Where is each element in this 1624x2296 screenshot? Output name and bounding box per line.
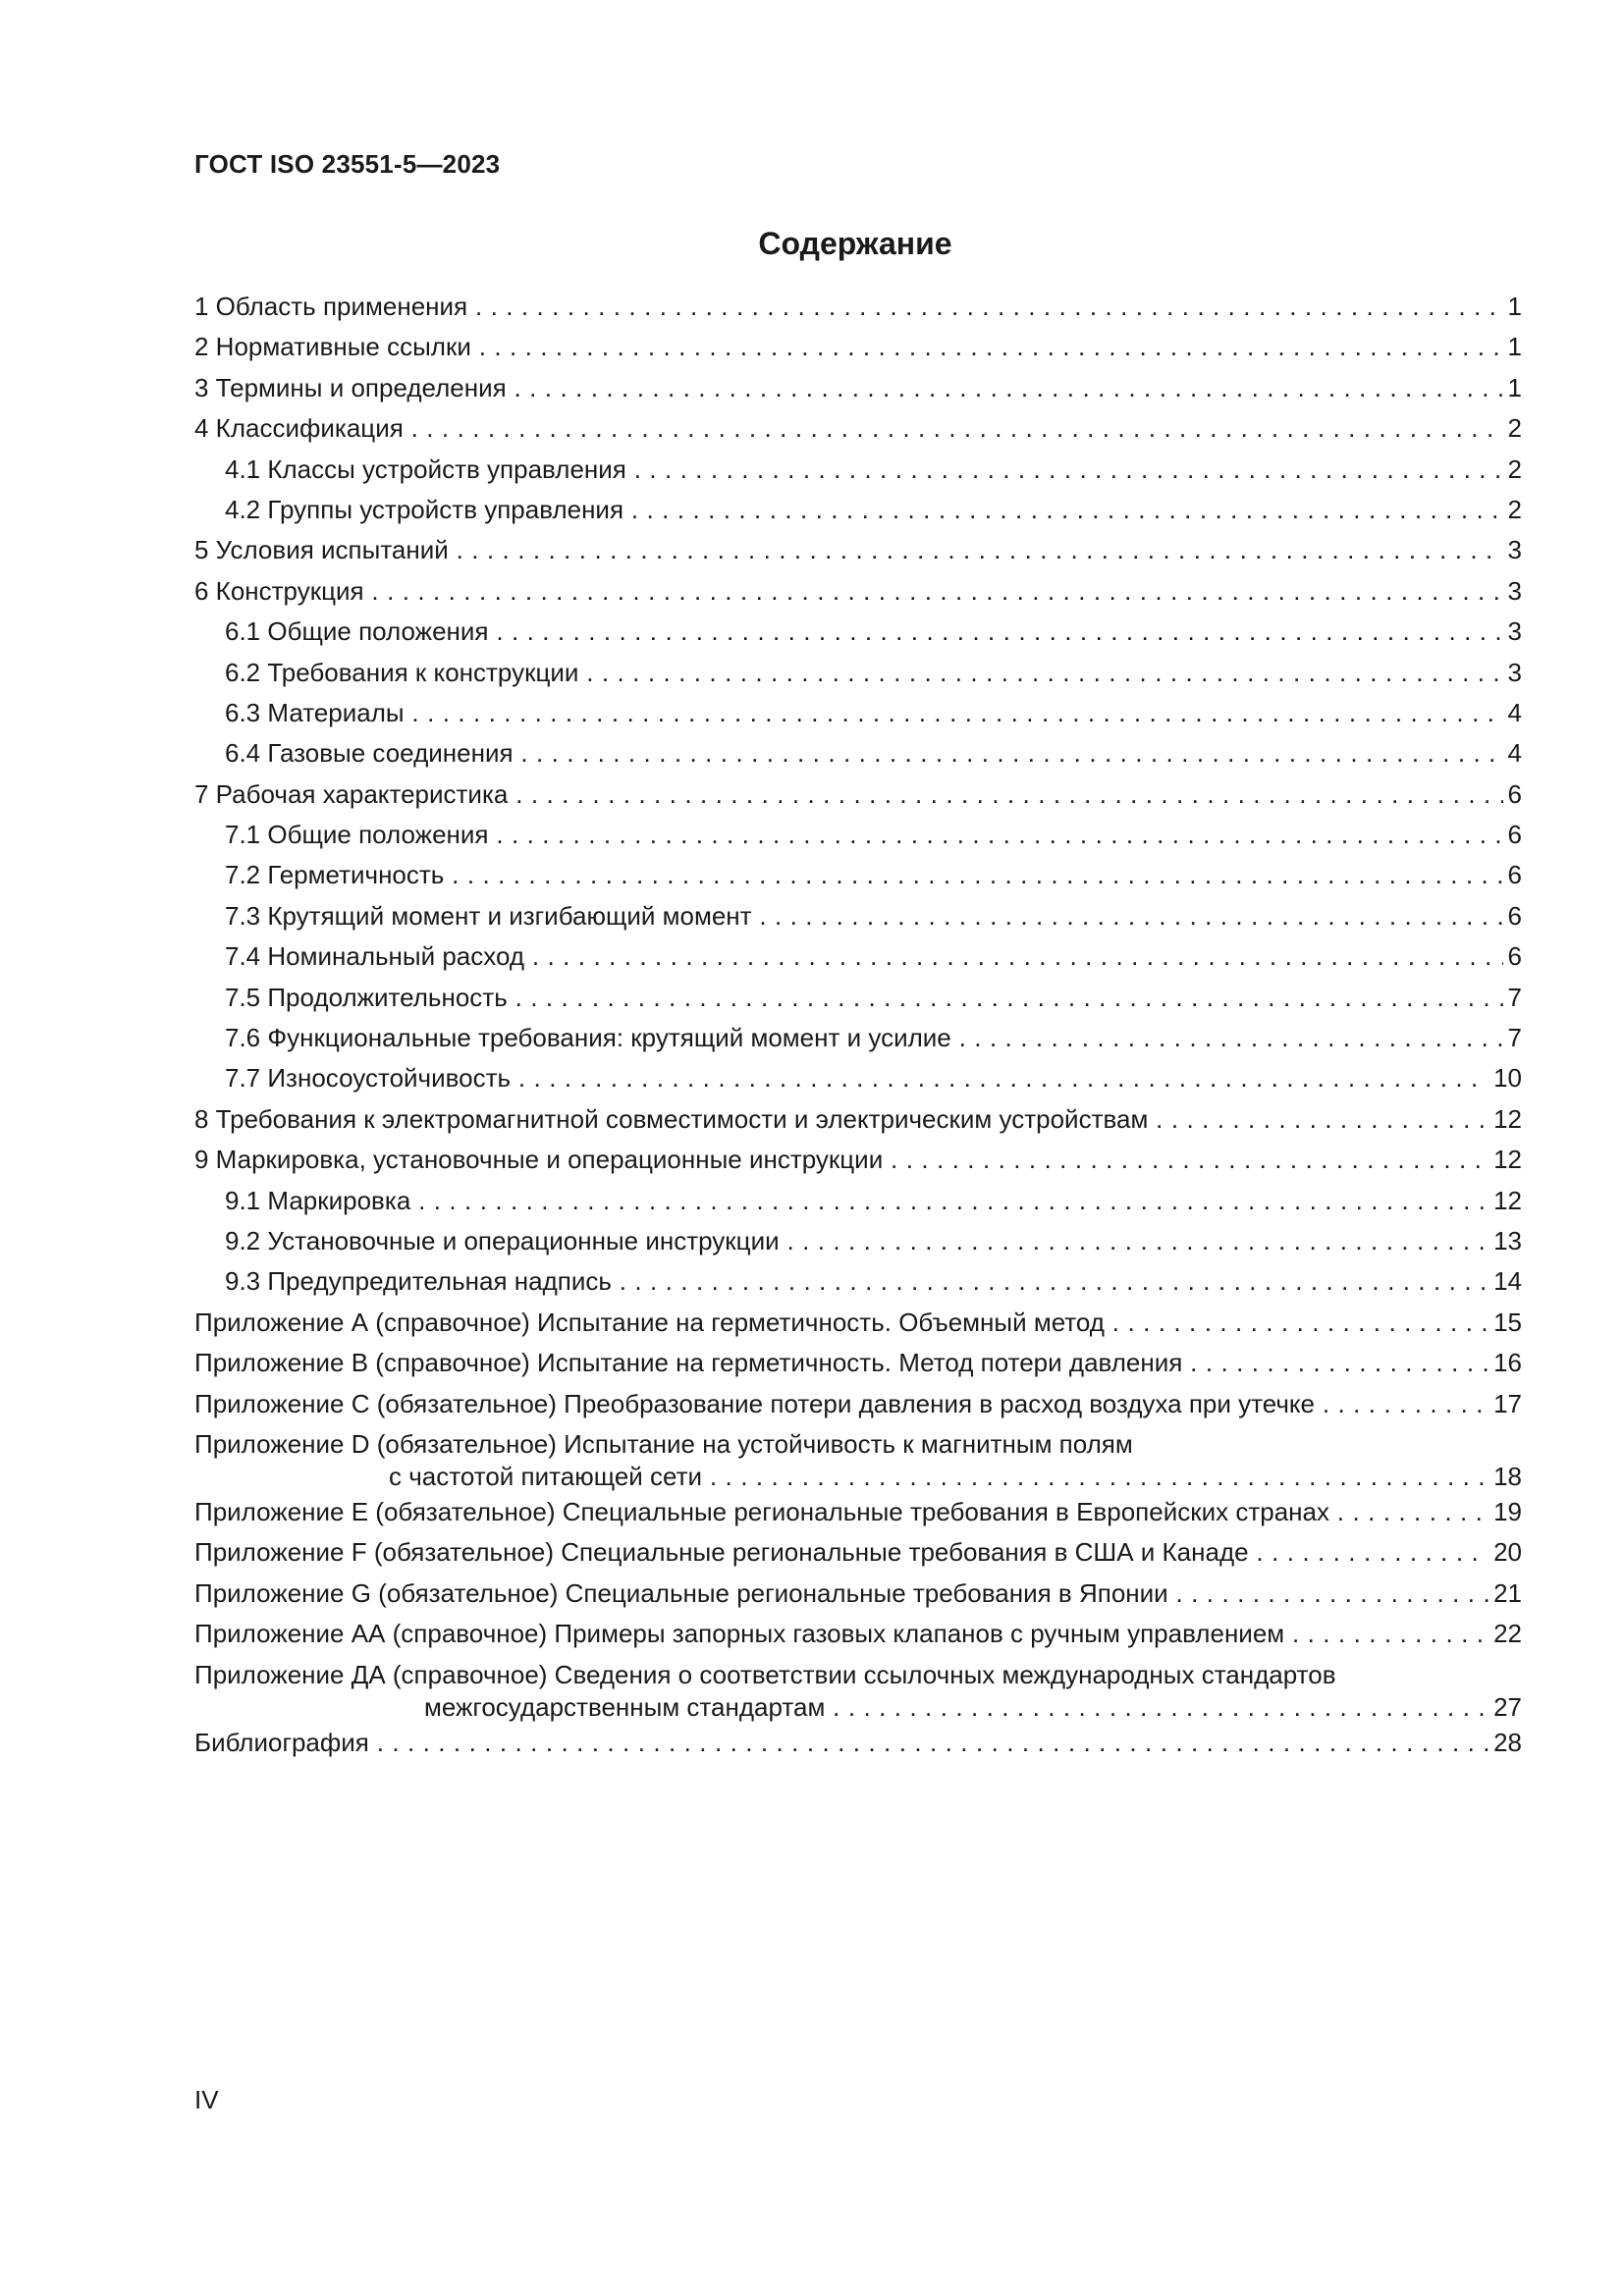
- toc-entry-page-number: 2: [1503, 413, 1522, 443]
- toc-entry-title: 9.2 Установочные и операционные инструкции . . .: [194, 1226, 1522, 1255]
- toc-entry-page-number: 4: [1503, 738, 1522, 768]
- toc-entry-title: 7.1 Общие положения . . .: [194, 820, 1522, 849]
- toc-entry-page-number: 2: [1503, 495, 1522, 524]
- toc-entry-title: 9.1 Маркировка . . .: [194, 1186, 1522, 1215]
- toc-entry-title: 5 Условия испытаний . . .: [194, 535, 1522, 564]
- toc-entry[interactable]: [194, 1424, 1522, 1492]
- toc-entry-page-number: 12: [1489, 1145, 1522, 1174]
- toc-entry[interactable]: [194, 774, 1522, 815]
- toc-entry-page-number: 27: [1489, 1692, 1522, 1722]
- toc-entry-title: 4 Классификация . . .: [194, 413, 1522, 443]
- toc-entry[interactable]: [194, 653, 1522, 693]
- toc-entry-title: 7 Рабочая характеристика . . .: [194, 779, 1522, 809]
- toc-entry-title: 6.3 Материалы . . .: [194, 698, 1522, 727]
- toc-entry-page-number: 15: [1489, 1308, 1522, 1337]
- toc-entry-page-number: 3: [1503, 576, 1522, 606]
- document-code: ГОСТ ISO 23551-5—2023: [194, 149, 501, 179]
- toc-entry-title: 7.3 Крутящий момент и изгибающий момент . . .: [194, 901, 1522, 931]
- toc-entry-page-number: 28: [1489, 1728, 1522, 1757]
- toc-entry-page-number: 19: [1489, 1497, 1522, 1526]
- toc-entry-title: 7.4 Номинальный расход . . .: [194, 941, 1522, 971]
- toc-entry-page-number: 16: [1489, 1348, 1522, 1377]
- toc-entry-page-number: 3: [1503, 658, 1522, 687]
- toc-entry-page-number: 4: [1503, 698, 1522, 727]
- toc-entry[interactable]: [194, 1099, 1522, 1140]
- toc-entry-title: 7.5 Продолжительность . . .: [194, 983, 1522, 1012]
- toc-entry[interactable]: [194, 490, 1522, 530]
- toc-entry[interactable]: [194, 1532, 1522, 1573]
- toc-entry-page-number: 13: [1489, 1226, 1522, 1255]
- toc-entry-page-number: 21: [1489, 1578, 1522, 1608]
- toc-entry[interactable]: [194, 1261, 1522, 1302]
- toc-entry-page-number: 20: [1489, 1537, 1522, 1567]
- table-of-contents: [194, 287, 1522, 1763]
- toc-entry-title: 9.3 Предупредительная надпись . . .: [194, 1266, 1522, 1296]
- toc-entry-title: 4.2 Группы устройств управления . . .: [194, 495, 1522, 524]
- toc-entry[interactable]: [194, 978, 1522, 1018]
- toc-entry-title: Приложение F (обязательное) Специальные региональные требования в США и Канаде . . .: [194, 1537, 1522, 1567]
- toc-entry-title: 6.2 Требования к конструкции . . .: [194, 658, 1522, 687]
- toc-entry[interactable]: [194, 855, 1522, 895]
- toc-entry-title: 1 Область применения . . .: [194, 292, 1522, 321]
- toc-entry-page-number: 3: [1503, 616, 1522, 646]
- toc-entry-title-continuation: с частотой питающей сети . . .: [194, 1462, 1522, 1491]
- toc-entry-page-number: 12: [1489, 1186, 1522, 1215]
- toc-title: Содержание: [758, 226, 952, 261]
- toc-entry-title: 8 Требования к электромагнитной совместимости и электрическим устройствам . . .: [194, 1104, 1522, 1134]
- toc-entry-page-number: 1: [1503, 292, 1522, 321]
- toc-entry[interactable]: [194, 1492, 1522, 1532]
- toc-entry-page-number: 22: [1489, 1619, 1522, 1648]
- toc-entry-title: 7.6 Функциональные требования: крутящий момент и усилие . . .: [194, 1023, 1522, 1052]
- toc-entry-title: 2 Нормативные ссылки . . .: [194, 332, 1522, 361]
- toc-entry-title: Приложение G (обязательное) Специальные региональные требования в Японии . . .: [194, 1578, 1522, 1608]
- toc-entry-page-number: 6: [1503, 820, 1522, 849]
- toc-entry-title: 4.1 Классы устройств управления . . .: [194, 454, 1522, 484]
- toc-entry-page-number: 6: [1503, 779, 1522, 809]
- toc-entry-title: Приложение E (обязательное) Специальные региональные требования в Европейских странах . . .: [194, 1497, 1522, 1526]
- toc-entry-title: 6.1 Общие положения . . .: [194, 616, 1522, 646]
- toc-entry[interactable]: [194, 693, 1522, 733]
- toc-entry-title: 3 Термины и определения . . .: [194, 373, 1522, 402]
- toc-entry[interactable]: [194, 408, 1522, 449]
- toc-entry-title: 7.2 Герметичность . . .: [194, 860, 1522, 889]
- toc-entry[interactable]: [194, 1655, 1522, 1723]
- toc-entry-title: Приложение В (справочное) Испытание на герметичность. Метод потери давления . . .: [194, 1348, 1522, 1377]
- toc-entry-page-number: 7: [1503, 983, 1522, 1012]
- toc-entry[interactable]: [194, 327, 1522, 367]
- toc-entry[interactable]: [194, 368, 1522, 408]
- toc-entry-title: Приложение А (справочное) Испытание на герметичность. Объемный метод . . .: [194, 1308, 1522, 1337]
- toc-entry-page-number: 7: [1503, 1023, 1522, 1052]
- toc-entry-page-number: 6: [1503, 901, 1522, 931]
- page-folio: IV: [194, 2085, 219, 2114]
- toc-entry-page-number: 1: [1503, 332, 1522, 361]
- toc-entry[interactable]: [194, 936, 1522, 977]
- toc-entry[interactable]: [194, 1058, 1522, 1098]
- toc-entry[interactable]: [194, 1384, 1522, 1424]
- toc-entry-page-number: 2: [1503, 454, 1522, 484]
- toc-entry[interactable]: [194, 1343, 1522, 1383]
- toc-entry-page-number: 18: [1489, 1462, 1522, 1491]
- toc-entry-title: 7.7 Износоустойчивость . . .: [194, 1063, 1522, 1093]
- toc-entry[interactable]: [194, 896, 1522, 936]
- toc-entry-page-number: 6: [1503, 860, 1522, 889]
- toc-entry[interactable]: [194, 571, 1522, 612]
- toc-entry[interactable]: [194, 1723, 1522, 1763]
- toc-entry-title: 6 Конструкция . . .: [194, 576, 1522, 606]
- toc-entry-page-number: 10: [1489, 1063, 1522, 1093]
- toc-entry[interactable]: [194, 733, 1522, 774]
- toc-entry-title: 9 Маркировка, установочные и операционные инструкции . . .: [194, 1145, 1522, 1174]
- toc-entry[interactable]: [194, 1018, 1522, 1058]
- toc-entry-page-number: 6: [1503, 941, 1522, 971]
- toc-entry-title: Приложение D (обязательное) Испытание на устойчивость к магнитным полям: [194, 1428, 1133, 1459]
- toc-entry-title: Приложение АА (справочное) Примеры запорных газовых клапанов с ручным управлением . . .: [194, 1619, 1522, 1648]
- toc-entry-page-number: 1: [1503, 373, 1522, 402]
- toc-entry-page-number: 12: [1489, 1104, 1522, 1134]
- toc-entry[interactable]: [194, 815, 1522, 855]
- toc-entry[interactable]: [194, 1181, 1522, 1221]
- toc-entry-title: Библиография . . .: [194, 1728, 1522, 1757]
- toc-entry[interactable]: [194, 450, 1522, 490]
- toc-entry-title: 6.4 Газовые соединения . . .: [194, 738, 1522, 768]
- toc-entry[interactable]: [194, 1140, 1522, 1180]
- toc-entry[interactable]: [194, 530, 1522, 570]
- toc-entry[interactable]: [194, 1221, 1522, 1261]
- toc-entry[interactable]: [194, 1574, 1522, 1614]
- toc-entry-title-continuation: межгосударственным стандартам . . .: [194, 1692, 1522, 1722]
- toc-entry-page-number: 3: [1503, 535, 1522, 564]
- toc-entry[interactable]: [194, 287, 1522, 327]
- toc-entry[interactable]: [194, 1303, 1522, 1343]
- toc-entry[interactable]: [194, 612, 1522, 652]
- toc-entry-title: Приложение С (обязательное) Преобразование потери давления в расход воздуха при утечке . . .: [194, 1389, 1522, 1418]
- toc-entry[interactable]: [194, 1614, 1522, 1654]
- toc-entry-page-number: 17: [1489, 1389, 1522, 1418]
- toc-entry-page-number: 14: [1489, 1266, 1522, 1296]
- toc-entry-title: Приложение ДА (справочное) Сведения о соответствии ссылочных международных стандартов: [194, 1659, 1336, 1689]
